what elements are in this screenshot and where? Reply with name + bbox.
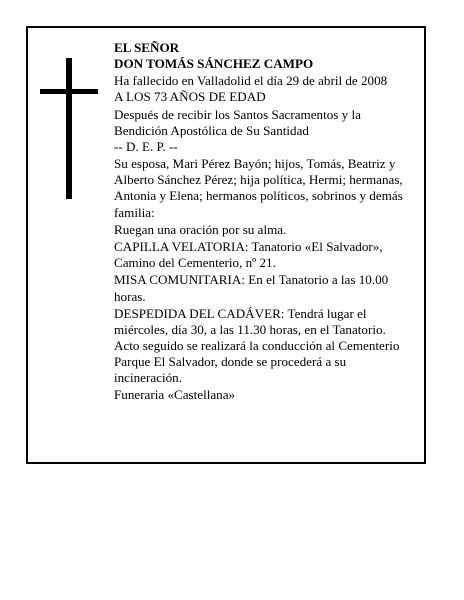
farewell-line: Acto seguido se realizará la conducción al Cementerio — [114, 338, 400, 353]
death-line: Ha fallecido en Valladolid el día 29 de abril de 2008 — [114, 73, 388, 89]
funeral-home: Funeraria «Castellana» — [114, 387, 236, 403]
rip-line: -- D. E. P. -- — [114, 138, 178, 154]
family-line: familia: — [114, 204, 155, 220]
age-line: A LOS 73 AÑOS DE EDAD — [114, 89, 266, 105]
deceased-name: DON TOMÁS SÁNCHEZ CAMPO — [114, 56, 314, 72]
chapel-line: Camino del Cementerio, nº 21. — [114, 255, 276, 271]
sacraments-line: Bendición Apostólica de Su Santidad — [114, 122, 309, 138]
farewell-paragraph — [114, 306, 414, 386]
family-line: Alberto Sánchez Pérez; hija política, Hermi; hermanas, — [114, 172, 403, 188]
chapel-paragraph — [114, 239, 414, 271]
notice-title: EL SEÑOR — [114, 40, 180, 55]
farewell-line: DESPEDIDA DEL CADÁVER: Tendrá lugar el — [114, 305, 367, 321]
mass-line: horas. — [114, 288, 146, 304]
farewell-line: incineración. — [114, 370, 182, 386]
sacraments-paragraph — [114, 107, 414, 139]
chapel-line: CAPILLA VELATORIA: Tanatorio «El Salvador», — [114, 239, 383, 255]
sacraments-line: Después de recibir los Santos Sacramentos y la — [114, 106, 361, 122]
prayer-line: Ruegan una oración por su alma. — [114, 221, 287, 237]
family-line: Su esposa, Mari Pérez Bayón; hijos, Tomás, Beatriz y — [114, 156, 396, 172]
notice-text — [114, 40, 414, 404]
farewell-line: Parque El Salvador, donde se procederá a su — [114, 354, 347, 370]
obituary-notice — [26, 26, 426, 464]
mass-line: MISA COMUNITARIA: En el Tanatorio a las 10.00 — [114, 272, 389, 288]
mass-paragraph — [114, 272, 414, 304]
farewell-line: miércoles, día 30, a las 11.30 horas, en el Tanatorio. — [114, 321, 386, 337]
family-line: Antonia y Elena; hermanos políticos, sobrinos y demás — [114, 188, 403, 204]
cross-horizontal-bar — [40, 89, 98, 94]
cross-vertical-bar — [66, 58, 72, 199]
family-paragraph — [114, 156, 414, 220]
